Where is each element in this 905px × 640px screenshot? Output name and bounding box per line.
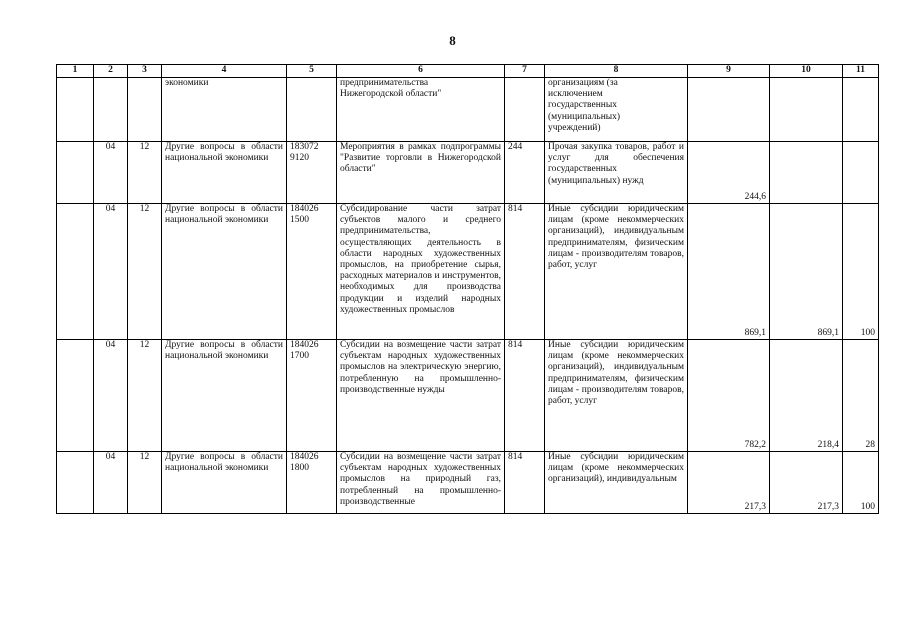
cell-expense-name: Иные субсидии юридическим лицам (кроме некоммерческих организаций), индивидуальным [545, 452, 688, 514]
cell-section-name: Другие вопросы в области национальной экономики [162, 340, 287, 452]
column-header: 2 [94, 65, 128, 78]
cell-subsection: 12 [128, 452, 162, 514]
cell-target-code: 184026 1700 [287, 340, 337, 452]
column-header: 5 [287, 65, 337, 78]
cell-subsection: 12 [128, 142, 162, 204]
cell-target-name: предпринимательства Нижегородской области" [337, 78, 505, 142]
cell-section: 04 [94, 340, 128, 452]
cell-section: 04 [94, 142, 128, 204]
cell-expense-code: 814 [505, 452, 545, 514]
cell-target-name: Субсидии на возмещение части затрат субъектам народных художественных промыслов на природный газ, потребленный на промышленно-производственные [337, 452, 505, 514]
cell-executed: 869,1 [770, 204, 843, 340]
cell-col1 [57, 204, 94, 340]
cell-executed [770, 78, 843, 142]
cell-expense-name: Иные субсидии юридическим лицам (кроме некоммерческих организаций), индивидуальным предпринимателям, физическим лицам - производителям товаров, работ, услуг [545, 340, 688, 452]
cell-expense-name: Прочая закупка товаров, работ и услуг для обеспечения государственных (муниципальных) нужд [545, 142, 688, 204]
cell-subsection: 12 [128, 340, 162, 452]
table-row [57, 452, 879, 514]
table-row [57, 204, 879, 340]
table-row [57, 340, 879, 452]
cell-section-name: экономики [162, 78, 287, 142]
cell-expense-name: Иные субсидии юридическим лицам (кроме некоммерческих организаций), индивидуальным предпринимателям, физическим лицам - производителям товаров, работ, услуг [545, 204, 688, 340]
cell-percent [843, 142, 879, 204]
cell-planned: 217,3 [688, 452, 770, 514]
page-number: 8 [449, 33, 456, 48]
budget-table [56, 64, 879, 514]
column-header: 9 [688, 65, 770, 78]
cell-percent: 100 [843, 204, 879, 340]
cell-col1 [57, 452, 94, 514]
cell-subsection: 12 [128, 204, 162, 340]
cell-section [94, 78, 128, 142]
cell-planned: 869,1 [688, 204, 770, 340]
cell-target-code: 183072 9120 [287, 142, 337, 204]
cell-planned [688, 78, 770, 142]
column-header: 8 [545, 65, 688, 78]
cell-planned: 244,6 [688, 142, 770, 204]
cell-section: 04 [94, 452, 128, 514]
cell-section-name: Другие вопросы в области национальной экономики [162, 142, 287, 204]
cell-target-name: Субсидии на возмещение части затрат субъектам народных художественных промыслов на электрическую энергию, потребленную на промышленно-производственные нужды [337, 340, 505, 452]
column-header: 6 [337, 65, 505, 78]
cell-executed: 218,4 [770, 340, 843, 452]
cell-percent: 100 [843, 452, 879, 514]
cell-executed [770, 142, 843, 204]
header-row [57, 65, 879, 78]
cell-target-code [287, 78, 337, 142]
cell-section-name: Другие вопросы в области национальной экономики [162, 452, 287, 514]
cell-expense-name: организациям (за исключением государственных (муниципальных) учреждений) [545, 78, 688, 142]
cell-col1 [57, 78, 94, 142]
cell-section: 04 [94, 204, 128, 340]
cell-percent: 28 [843, 340, 879, 452]
column-header: 1 [57, 65, 94, 78]
column-header: 7 [505, 65, 545, 78]
cell-target-code: 184026 1800 [287, 452, 337, 514]
cell-executed: 217,3 [770, 452, 843, 514]
cell-target-code: 184026 1500 [287, 204, 337, 340]
column-header: 3 [128, 65, 162, 78]
table-row [57, 142, 879, 204]
column-header: 11 [843, 65, 879, 78]
cell-expense-code: 814 [505, 204, 545, 340]
column-header: 10 [770, 65, 843, 78]
cell-expense-code: 814 [505, 340, 545, 452]
cell-expense-code: 244 [505, 142, 545, 204]
cell-col1 [57, 142, 94, 204]
cell-planned: 782,2 [688, 340, 770, 452]
cell-percent [843, 78, 879, 142]
cell-expense-code [505, 78, 545, 142]
cell-section-name: Другие вопросы в области национальной экономики [162, 204, 287, 340]
table-row [57, 78, 879, 142]
column-header: 4 [162, 65, 287, 78]
cell-subsection [128, 78, 162, 142]
cell-target-name: Мероприятия в рамках подпрограммы "Развитие торговли в Нижегородской области" [337, 142, 505, 204]
cell-col1 [57, 340, 94, 452]
cell-target-name: Субсидирование части затрат субъектов малого и среднего предпринимательства, осуществляющих деятельность в области народных художественных промыслов, на приобретение сырья, расходных материалов и инструментов, необходимых для производства продукции и изделий народных художественных промыслов [337, 204, 505, 340]
